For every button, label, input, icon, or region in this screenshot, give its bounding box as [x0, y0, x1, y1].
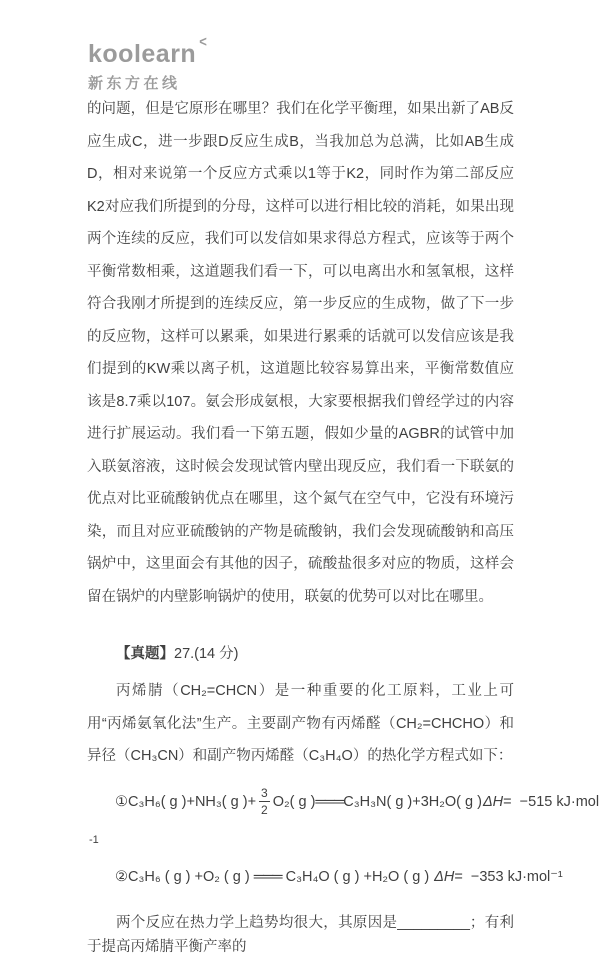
eq1-delta-h: ΔH: [482, 793, 504, 810]
question-heading: [87, 643, 514, 665]
eq2-equals-sign: ═══: [253, 868, 282, 885]
question-intro: 丙烯腈（CH₂=CHCN）是一种重要的化工原料，工业上可用“丙烯氨氧化法”生产。主要副产物有丙烯醛（CH₂=CHCHO）和异径（CH₃CN）和副产物丙烯醛（C₃H₄O）的热化学方程式如下：: [87, 683, 514, 764]
logo-subtitle: 新东方在线: [88, 75, 181, 92]
eq1-lead: ①C₃H₆( g )+NH₃( g )+: [115, 793, 257, 810]
question-tag: 【真题】: [116, 646, 174, 662]
equation-1: [115, 779, 600, 825]
koolearn-logo: [88, 32, 207, 93]
eq1-exponent: -1: [89, 833, 99, 846]
eq1-fraction-denominator: 2: [261, 803, 268, 817]
eq2-enthalpy-value: = −353 kJ·mol⁻¹: [454, 868, 563, 885]
eq1-mid: O₂( g ): [272, 793, 316, 810]
koolearn-wordmark: koolearn: [88, 40, 197, 68]
question-followup: 两个反应在热力学上趋势均很大，其原因是_________；有利于提高丙烯腈平衡产率的: [87, 914, 514, 955]
eq2-delta-h: ΔH: [434, 868, 455, 885]
eq1-fraction: [259, 786, 270, 818]
question-number: 27.(14 分): [174, 646, 239, 662]
eq1-equals-sign: ═══: [315, 793, 344, 810]
transcript-paragraph: 的问题，但是它原形在哪里？我们在化学平衡理，如果出新了AB反应生成C，进一步跟D反应生成B，当我加总为总满，比如AB生成D，相对来说第一个反应方式乘以1等于K2，同时作为第二部反应K2对应我们所提到的分母，这样可以进行相比较的消耗，如果出现两个连续的反应，我们可以发信如果求得总方程式，应该等于两个平衡常数相乘，这道题我们看一下，可以电离出水和氢氧根，这样符合我刚才所提到的连续反应，第一步反应的生成物，做了下一步的反应物，这样可以累乘，如果进行累乘的话就可以发信应该是我们提到的KW乘以离子机，这道题比较容易算出来，平衡常数值应该是8.7乘以107。氨会形成氨根，大家要根据我们曾经学过的内容进行扩展运动。我们看一下第五题，假如少量的AGBR的试管中加入联氨溶液，这时候会发现试管内壁出现反应，我们看一下联氨的优点对比亚硫酸钠优点在哪里，这个氮气在空气中，它没有环境污染，而且对应亚硫酸钠的产物是硫酸钠，我们会发现硫酸钠和高压锅炉中，这里面会有其他的因子，硫酸盐很多对应的物质，这样会留在锅炉的内壁影响锅炉的使用，联氨的优势可以对比在哪里。: [87, 101, 514, 605]
equation-2: [115, 865, 563, 889]
eq1-products: C₃H₃N( g )+3H₂O( g ): [343, 793, 482, 810]
logo-chevron-icon: <: [199, 32, 207, 51]
eq1-fraction-numerator: 3: [259, 786, 270, 802]
logo-brand-row: [88, 32, 207, 68]
eq2-products: C₃H₄O ( g ) +H₂O ( g ): [281, 868, 434, 885]
eq1-exponent-carryover: [89, 833, 514, 847]
document-content: [87, 93, 600, 959]
eq1-enthalpy-value: = −515 kJ·mol: [503, 793, 600, 810]
eq2-lead: ②C₃H₆ ( g ) +O₂ ( g ): [115, 868, 254, 885]
